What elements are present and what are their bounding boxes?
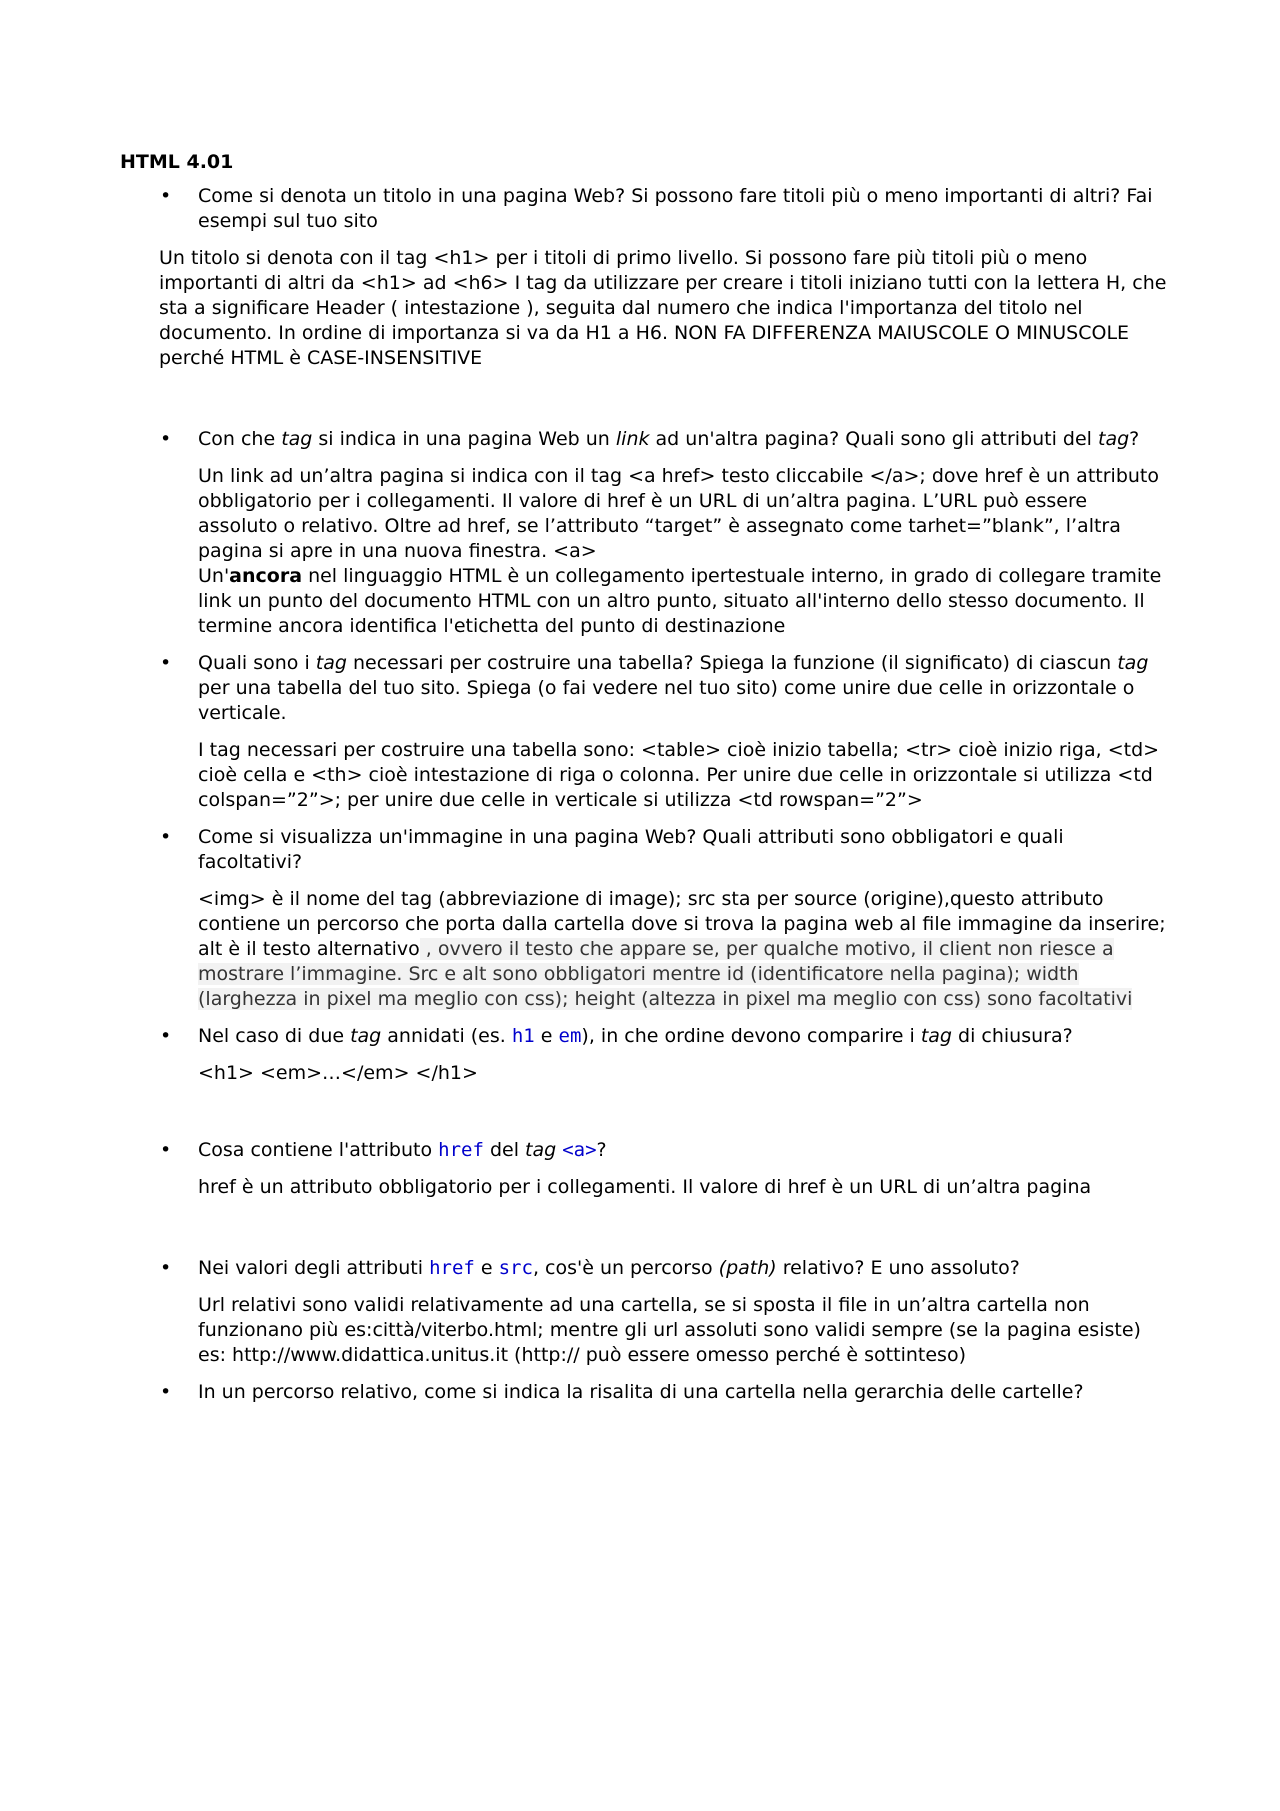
question-2-text: Con che tag si indica in una pagina Web un link ad un'altra pagina? Quali sono gli attributi del tag? <box>198 428 1140 450</box>
question-8 <box>120 1380 1170 1405</box>
bullet: • <box>160 428 172 450</box>
document-page <box>120 150 1170 1405</box>
answer-3: I tag necessari per costruire una tabella sono: <table> cioè inizio tabella; <tr> cioè inizio riga, <td> cioè cella e <th> cioè intestazione di riga o colonna. Per unire due celle in orizzontale si utilizza <td colspan=”2”>; per unire due celle in verticale si utilizza <td rowspan=”2”> <box>198 739 1160 811</box>
question-7-text: Nei valori degli attributi href e src, cos'è un percorso (path) relativo? E uno assoluto? <box>198 1257 1020 1279</box>
answer-4: <img> è il nome del tag (abbreviazione di image); src sta per source (origine),questo attributo contiene un percorso che porta dalla cartella dove si trova la pagina web al file immagine da inserire; alt è il testo alternativo , ovvero il testo che appare se, per qualche motivo, il client non riesce a mostrare l’immagine. Src e alt sono obbligatori mentre id (identificatore nella pagina); width (larghezza in pixel ma meglio con css); height (altezza in pixel ma meglio con css) sono facoltativi <box>198 888 1166 1010</box>
answer-2: Un link ad un’altra pagina si indica con il tag <a href> testo cliccabile </a>; dove href è un attributo obbligatorio per i collegamenti. Il valore di href è un URL di un’altra pagina. L’URL può essere assoluto o relativo. Oltre ad href, se l’attributo “target” è assegnato come tarhet=”blank”, l’altra pagina si apre in una nuova finestra. <a> Un'ancora nel linguaggio HTML è un collegamento ipertestuale interno, in grado di collegare tramite link un punto del documento HTML con un altro punto, situato all'interno dello stesso documento. Il termine ancora identifica l'etichetta del punto di destinazione <box>198 465 1162 637</box>
question-4 <box>120 825 1170 1012</box>
answer-7: Url relativi sono validi relativamente ad una cartella, se si sposta il file in un’altra cartella non funzionano più es:città/viterbo.html; mentre gli url assoluti sono validi sempre (se la pagina esiste) es: http://www.didattica.unitus.it (http:// può essere omesso perché è sottinteso) <box>198 1294 1141 1366</box>
question-3-text: Quali sono i tag necessari per costruire una tabella? Spiega la funzione (il significato) di ciascun tag per una tabella del tuo sito. Spiega (o fai vedere nel tuo sito) come unire due celle in orizzontale o verticale. <box>198 652 1149 724</box>
question-4-text: Come si visualizza un'immagine in una pagina Web? Quali attributi sono obbligatori e quali facoltativi? <box>198 826 1064 873</box>
document-title: HTML 4.01 <box>120 151 234 173</box>
question-5 <box>120 1024 1170 1086</box>
answer-1: Un titolo si denota con il tag <h1> per i titoli di primo livello. Si possono fare più titoli più o meno importanti di altri da <h1> ad <h6> I tag da utilizzare per creare i titoli iniziano tutti con la lettera H, che sta a significare Header ( intestazione ), seguita dal numero che indica l'importanza del titolo nel documento. In ordine di importanza si va da H1 a H6. NON FA DIFFERENZA MAIUSCOLE O MINUSCOLE perché HTML è CASE-INSENSITIVE <box>159 247 1167 369</box>
question-1 <box>120 184 1170 234</box>
question-6-text: Cosa contiene l'attributo href del tag <a>? <box>198 1139 607 1161</box>
question-8-text: In un percorso relativo, come si indica la risalita di una cartella nella gerarchia delle cartelle? <box>198 1381 1084 1403</box>
bullet: • <box>160 1025 172 1047</box>
answer-6: href è un attributo obbligatorio per i collegamenti. Il valore di href è un URL di un’altra pagina <box>198 1176 1092 1198</box>
bullet: • <box>160 826 172 848</box>
bullet: • <box>160 1381 172 1403</box>
question-6 <box>120 1138 1170 1200</box>
question-3 <box>120 651 1170 813</box>
bullet: • <box>160 1139 172 1161</box>
question-1-text: Come si denota un titolo in una pagina Web? Si possono fare titoli più o meno importanti di altri? Fai esempi sul tuo sito <box>198 185 1153 232</box>
question-5-text: Nel caso di due tag annidati (es. h1 e em), in che ordine devono comparire i tag di chiusura? <box>198 1025 1073 1047</box>
answer-5: <h1> <em>…</em> </h1> <box>198 1062 478 1084</box>
bullet: • <box>160 185 172 207</box>
bullet: • <box>160 1257 172 1279</box>
question-7 <box>120 1256 1170 1368</box>
bullet: • <box>160 652 172 674</box>
question-2 <box>120 427 1170 639</box>
